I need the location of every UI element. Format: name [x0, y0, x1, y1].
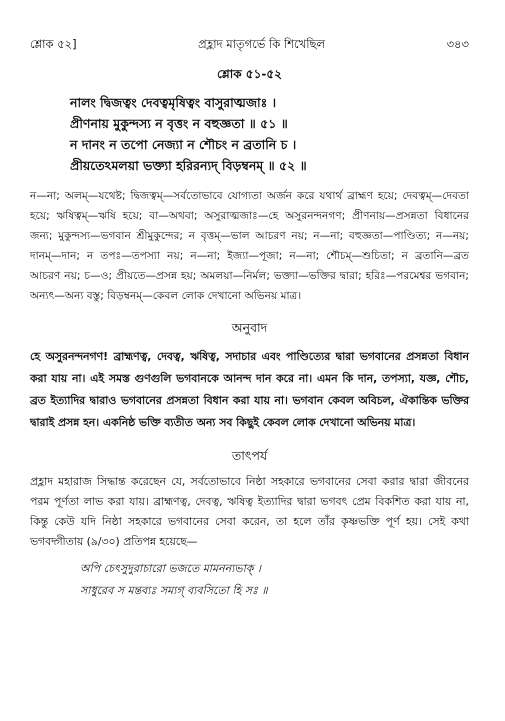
verse-line: প্রীয়তেঽমলয়া ভক্ত্যা হরিরন্যদ্ বিড়ম্বনম্ ॥ ৫২ ॥ — [70, 158, 307, 173]
verse-line: ন দানং ন তপো নেজ্যা ন শৌচং ন ব্রতানি চ । — [70, 137, 297, 152]
running-header — [30, 0, 469, 54]
gita-quote — [80, 558, 469, 602]
word-for-word-synonyms: ন—না; অলম্—যথেষ্ট; দ্বিজত্বম্—সর্বতোভাবে যোগ্যতা অর্জন করে যথার্থ ব্রাহ্মণ হয়ে; দেবত্বম্—দেবতা হয়ে; ঋষিত্বম্—ঋষি হয়ে; বা—অথবা; অসুরাত্মজাঃ—হে অসুরনন্দনগণ; প্রীণনায়—প্রসন্নতা বিধানের জন্য; মুকুন্দস্য—ভগবান শ্রীমুকুন্দের; ন বৃত্তম্—ভাল আচরণ নয়; ন—না; বহুজ্ঞতা—পাণ্ডিত্য; ন—নয়; দানম্—দান; ন তপঃ—তপস্যা নয়; ন—না; ইজ্যা—পূজা; ন—না; শৌচম্—শুচিতা; ন ব্রতানি—ব্রত আচরণ নয়; চ—ও; প্রীয়তে—প্রসন্ন হয়; অমলয়া—নির্মল; ভক্ত্যা—ভক্তির দ্বারা; হরিঃ—পরমেশ্বর ভগবান; অন্যৎ—অন্য বস্তু; বিড়ম্বনম্—কেবল লোক দেখানো অভিনয় মাত্র। — [30, 190, 469, 302]
header-chapter-title: প্রহ্লাদ মাতৃগর্ভে কি শিখেছিল — [198, 37, 326, 51]
verse-line: প্রীণনায় মুকুন্দস্য ন বৃত্তং ন বহুজ্ঞতা ॥ ৫১ ॥ — [70, 116, 288, 131]
verse-title: শ্লোক ৫১-৫২ — [217, 67, 282, 81]
sanskrit-verse — [70, 92, 469, 176]
quote-line: সাধুরেব স মন্তব্যঃ সম্যগ্ ব্যবসিতো হি সঃ ॥ — [80, 584, 268, 597]
translation-heading: অনুবাদ — [231, 320, 268, 335]
header-page-number: ৩৪৩ — [446, 37, 469, 51]
quote-line: অপি চেৎসুদুরাচারো ভজতে মামনন্যভাক্ । — [80, 562, 261, 575]
verse-line: নালং দ্বিজত্বং দেবত্বমৃষিত্বং বাসুরাত্মজাঃ । — [70, 95, 277, 110]
purport-text: প্রহ্লাদ মহারাজ সিদ্ধান্ত করেছেন যে, সর্বতোভাবে নিষ্ঠা সহকারে ভগবানের সেবা করার দ্বারা জীবনের পরম পূর্ণতা লাভ করা যায়। ব্রাহ্মণত্ব, দেবত্ব, ঋষিত্ব ইত্যাদির দ্বারা ভগবৎ প্রেম বিকশিত করা যায় না, কিন্তু কেউ যদি নিষ্ঠা সহকারে ভগবানের সেবা করেন, তা হলে তাঁর কৃষ্ণভক্তি পূর্ণ হয়। সেই কথা ভগবদ্গীতায় (৯/৩০) প্রতিপন্ন হয়েছে— — [30, 475, 469, 548]
header-verse-ref: শ্লোক ৫২] — [30, 37, 77, 51]
translation-text: হে অসুরনন্দনগণ! ব্রাহ্মণত্ব, দেবত্ব, ঋষিত্ব, সদাচার এবং পাণ্ডিত্যের দ্বারা ভগবানের প্রসন্নতা বিধান করা যায় না। এই সমস্ত গুণগুলি ভগবানকে আনন্দ দান করে না। এমন কি দান, তপস্যা, যজ্ঞ, শৌচ, ব্রত ইত্যাদির দ্বারাও ভগবানের প্রসন্নতা বিধান করা যায় না। ভগবান কেবল অবিচল, ঐকান্তিক ভক্তির দ্বারাই প্রসন্ন হন। একনিষ্ঠ ভক্তি ব্যতীত অন্য সব কিছুই কেবল লোক দেখানো অভিনয় মাত্র। — [30, 350, 469, 429]
purport-heading: তাৎপর্য — [231, 448, 268, 463]
